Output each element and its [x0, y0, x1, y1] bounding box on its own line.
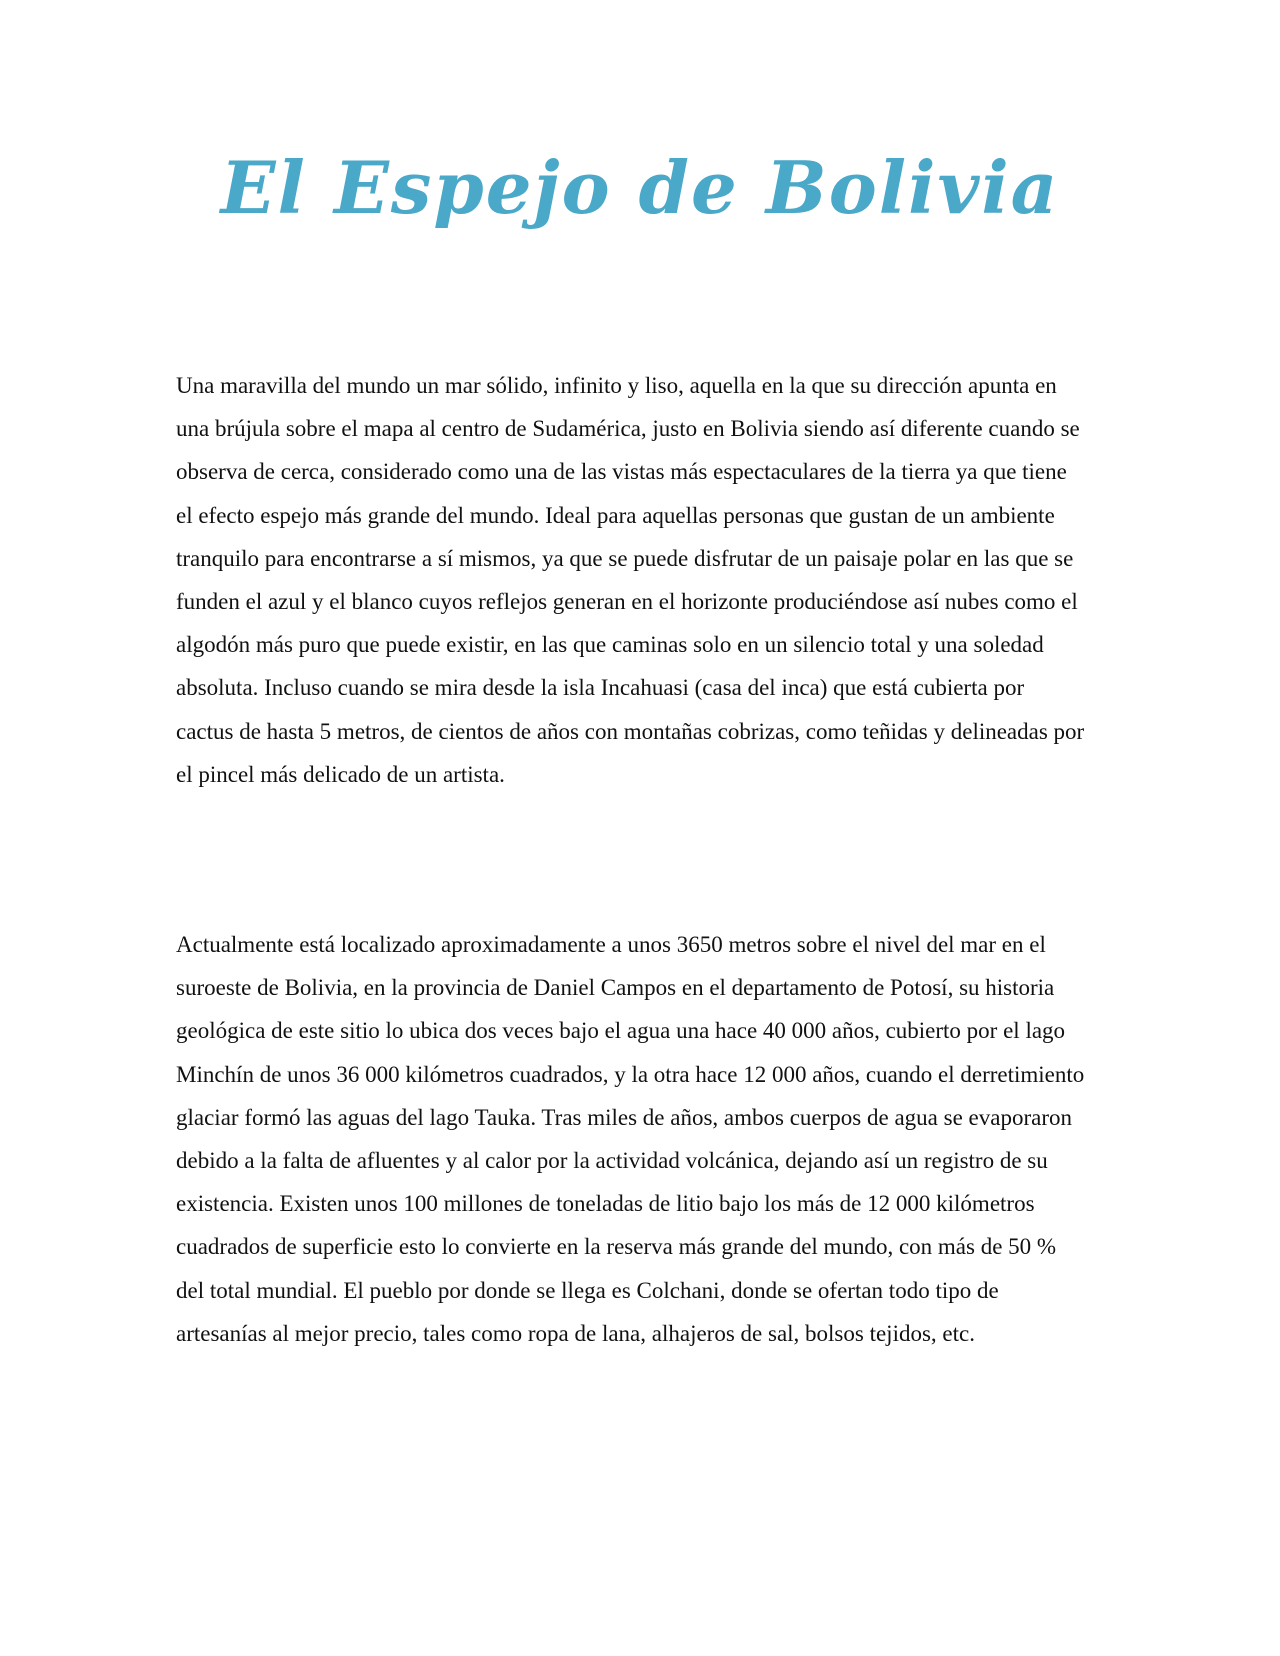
- page-title: El Espejo de Bolivia: [220, 145, 1060, 230]
- paragraph-1: Una maravilla del mundo un mar sólido, infinito y liso, aquella en la que su dirección apunta en una brújula sobre el mapa al centro de Sudamérica, justo en Bolivia siendo así diferente cuando se observa de cerca, considerado como una de las vistas más espectaculares de la tierra ya que tiene el efecto espejo más grande del mundo. Ideal para aquellas personas que gustan de un ambiente tranquilo para encontrarse a sí mismos, ya que se puede disfrutar de un paisaje polar en las que se funden el azul y el blanco cuyos reflejos generan en el horizonte produciéndose así nubes como el algodón más puro que puede existir, en las que caminas solo en un silencio total y una soledad absoluta. Incluso cuando se mira desde la isla Incahuasi (casa del inca) que está cubierta por cactus de hasta 5 metros, de cientos de años con montañas cobrizas, como teñidas y delineadas por el pincel más delicado de un artista.: [176, 373, 1085, 787]
- paragraph-2: Actualmente está localizado aproximadamente a unos 3650 metros sobre el nivel del mar en el suroeste de Bolivia, en la provincia de Daniel Campos en el departamento de Potosí, su historia geológica de este sitio lo ubica dos veces bajo el agua una hace 40 000 años, cubierto por el lago Minchín de unos 36 000 kilómetros cuadrados, y la otra hace 12 000 años, cuando el derretimiento glaciar formó las aguas del lago Tauka. Tras miles de años, ambos cuerpos de agua se evaporaron debido a la falta de afluentes y al calor por la actividad volcánica, dejando así un registro de su existencia. Existen unos 100 millones de toneladas de litio bajo los más de 12 000 kilómetros cuadrados de superficie esto lo convierte en la reserva más grande del mundo, con más de 50 % del total mundial. El pueblo por donde se llega es Colchani, donde se ofertan todo tipo de artesanías al mejor precio, tales como ropa de lana, alhajeros de sal, bolsos tejidos, etc.: [176, 932, 1085, 1346]
